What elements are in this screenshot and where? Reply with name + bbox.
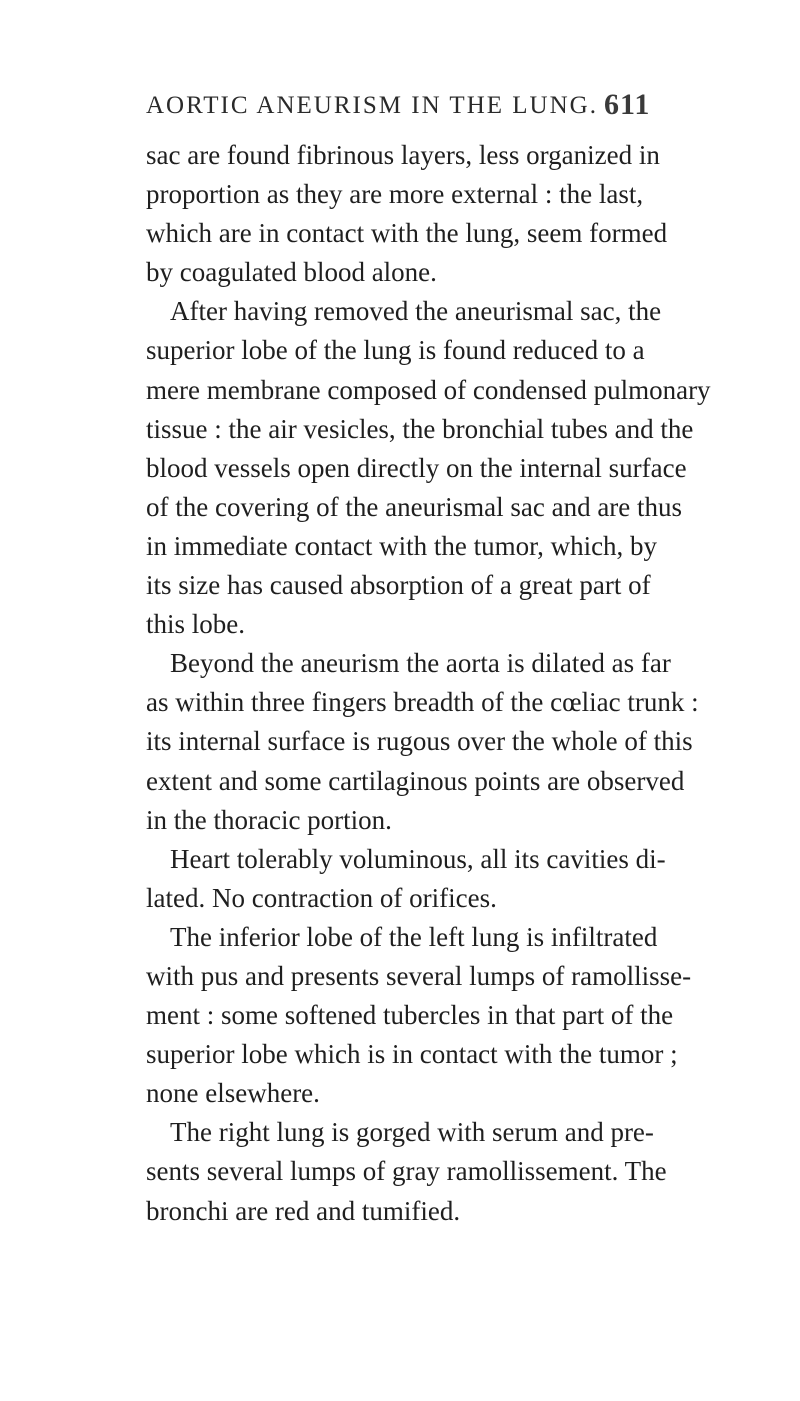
text-line: extent and some cartilaginous points are observed xyxy=(146,765,685,796)
text-line: sac are found fibrinous layers, less organized in xyxy=(146,140,660,170)
text-line: superior lobe of the lung is found reduced to a xyxy=(146,335,645,366)
text-line: with pus and presents several lumps of ramollisse- xyxy=(146,960,692,991)
text-line: this lobe. xyxy=(146,609,245,640)
text-line: which are in contact with the lung, seem formed xyxy=(146,218,668,249)
text-line: proportion as they are more external : the last, xyxy=(146,179,644,210)
text-line: none elsewhere. xyxy=(146,1078,320,1109)
page-number: 611 xyxy=(604,88,651,121)
text-line: superior lobe which is in contact with the tumor ; xyxy=(146,1039,678,1070)
paragraph-start-line: After having removed the aneurismal sac, the xyxy=(170,296,662,327)
running-title: AORTIC ANEURISM IN THE LUNG. xyxy=(146,92,598,119)
paragraph-start-line: Heart tolerably voluminous, all its cavities di- xyxy=(170,843,666,874)
text-line: its internal surface is rugous over the whole of this xyxy=(146,726,693,757)
text-line: of the covering of the aneurismal sac and are thus xyxy=(146,491,683,522)
running-head xyxy=(146,88,651,132)
text-line: mere membrane composed of condensed pulmonary xyxy=(146,374,711,405)
text-line: by coagulated blood alone. xyxy=(146,257,437,288)
text-line: as within three fingers breadth of the cœliac trunk : xyxy=(146,687,699,718)
text-line: bronchi are red and tumified. xyxy=(146,1195,461,1226)
text-line: tissue : the air vesicles, the bronchial tubes and the xyxy=(146,413,694,444)
paragraph-start-line: The inferior lobe of the left lung is infiltrated xyxy=(170,921,658,952)
paragraph-start-line: Beyond the aneurism the aorta is dilated as far xyxy=(170,648,671,679)
text-line: sents several lumps of gray ramollissement. The xyxy=(146,1156,667,1187)
text-line: blood vessels open directly on the internal surface xyxy=(146,452,687,483)
text-line: in the thoracic portion. xyxy=(146,804,392,835)
text-line: in immediate contact with the tumor, which, by xyxy=(146,530,658,561)
paragraph-start-line: The right lung is gorged with serum and pre- xyxy=(170,1117,654,1148)
text-line: lated. No contraction of orifices. xyxy=(146,882,497,913)
body-text xyxy=(146,136,711,1231)
text-line: its size has caused absorption of a great part of xyxy=(146,570,651,601)
text-line: ment : some softened tubercles in that part of the xyxy=(146,1000,674,1031)
